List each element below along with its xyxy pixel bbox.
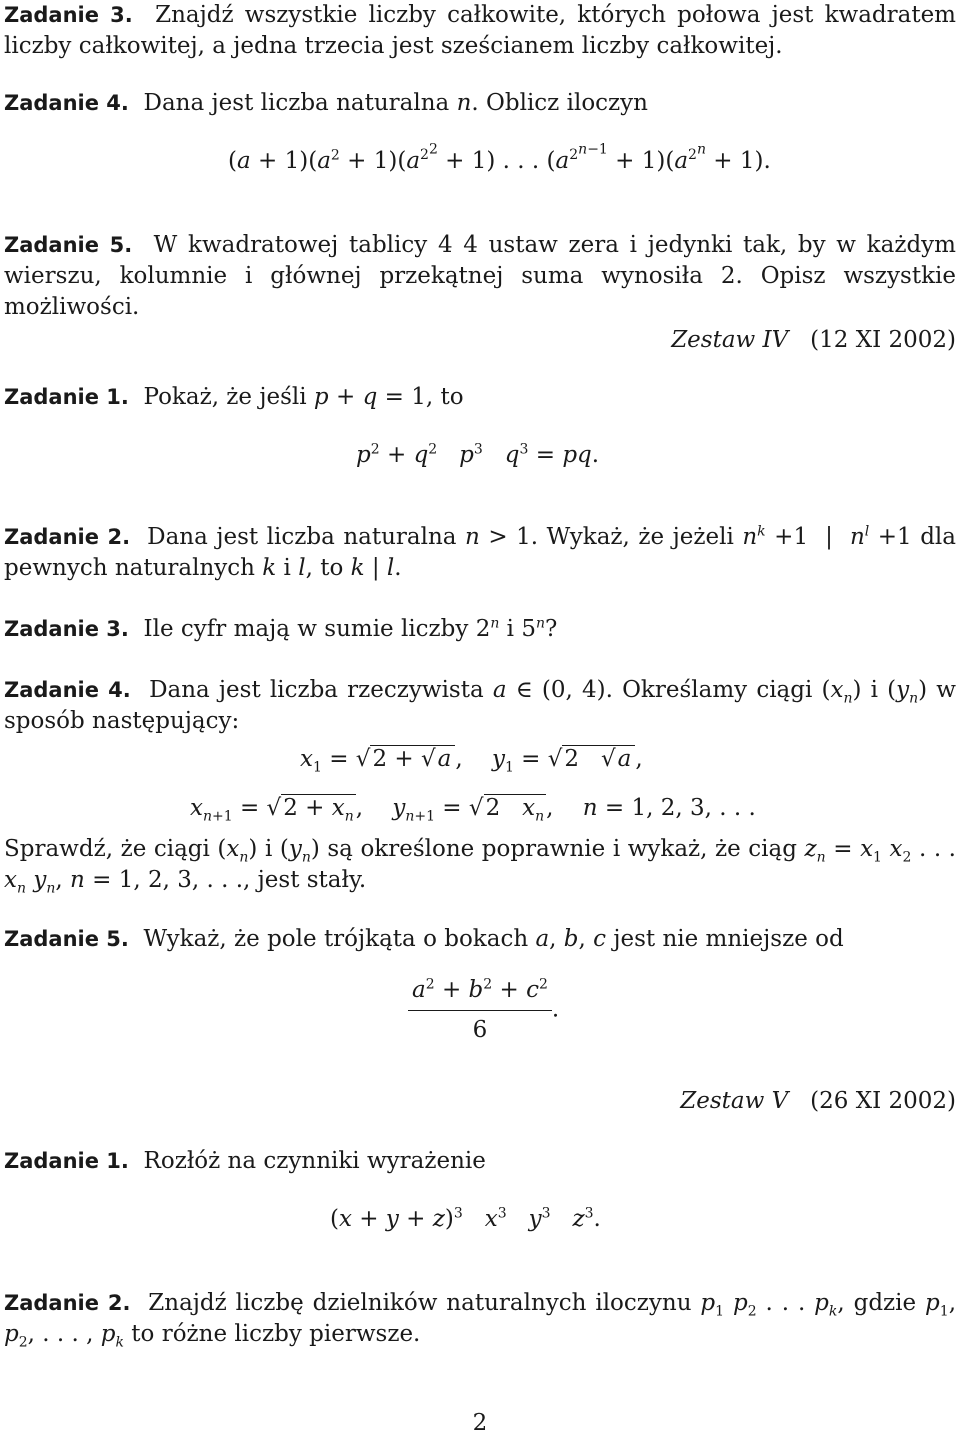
task-label: Zadanie 4. xyxy=(4,91,129,115)
formula-fraction: $\frac{a^2 + b^2 + c^2}{6}$ . xyxy=(408,975,559,1046)
task-label: Zadanie 1. xyxy=(4,385,129,409)
task-iv-4-cont xyxy=(4,834,956,896)
task-text: Pokaż, że jeśli p + q = 1, to xyxy=(143,384,464,410)
task-label: Zadanie 5. xyxy=(4,927,129,951)
task-iv-5 xyxy=(4,924,956,955)
formula-pq: $p^2 + q^2$ $p^3$ $q^3$ = pq. xyxy=(356,441,600,468)
task-iv-2 xyxy=(4,522,956,584)
task-text: Dana jest liczba rzeczywista a ∈ (0, 4). Określamy ciągi $(x_n)$ i $(y_n)$ w sposób następujący: xyxy=(4,677,956,734)
task-top-3 xyxy=(4,0,956,62)
set-date: (26 XI 2002) xyxy=(810,1088,956,1114)
task-top-4 xyxy=(4,88,956,119)
task-iv-1 xyxy=(4,382,956,413)
set-title: Zestaw V xyxy=(680,1088,789,1114)
task-v-1 xyxy=(4,1146,956,1177)
task-label: Zadanie 3. xyxy=(4,3,133,27)
task-iv-3 xyxy=(4,614,956,645)
formula-cubes: $(x + y + z)^3$ $x^3$ $y^3$ $z^3$. xyxy=(330,1205,601,1232)
task-iv-4 xyxy=(4,675,956,737)
task-v-2 xyxy=(4,1288,956,1350)
task-label: Zadanie 3. xyxy=(4,617,129,641)
formula-x1-y1: $x_1 = √2 + √a$ , $y_1 = √2$ √a , xyxy=(300,746,643,776)
task-label: Zadanie 1. xyxy=(4,1149,129,1173)
formula-product: $(a + 1)(a^2 + 1)(a^{2^2} + 1)$ . . . $(a^{2^{n-1}} + 1)(a^{2^n} + 1)$. xyxy=(228,141,771,174)
task-text: Znajdź liczbę dzielników naturalnych iloczynu $p_1$ $p_2$ . . . $p_k$, gdzie $p_1$, $p_2$, . . . , $p_k$ to różne liczby pierwsze. xyxy=(4,1290,956,1351)
task-text: Rozłóż na czynniki wyrażenie xyxy=(143,1148,486,1174)
task-text: Znajdź wszystkie liczby całkowite, których połowa jest kwadratem liczby całkowitej, a jedna trzecia jest sześcianem liczby całkowitej. xyxy=(4,2,956,59)
task-top-5 xyxy=(4,230,956,323)
task-label: Zadanie 5. xyxy=(4,233,133,257)
task-label: Zadanie 2. xyxy=(4,525,131,549)
task-text: Ile cyfr mają w sumie liczby 2$^n$ i 5$^n$? xyxy=(143,615,558,642)
task-label: Zadanie 2. xyxy=(4,1291,131,1315)
set-heading-v xyxy=(680,1086,956,1117)
task-text: Dana jest liczba naturalna n. Oblicz iloczyn xyxy=(143,90,648,116)
formula-recurrence: $x_{n+1} = √2 + x_n$, $y_{n+1} = √2$ $x_n$, n = 1, 2, 3, . . . xyxy=(190,795,756,825)
task-text: Sprawdź, że ciągi $(x_n)$ i $(y_n)$ są określone poprawnie i wykaż, że ciąg $z_n = x_1$ $x_2$ . . . $x_n$ $y_n$, n = 1, 2, 3, . . ., jest stały. xyxy=(4,836,956,897)
task-text: W kwadratowej tablicy 4 4 ustaw zera i jedynki tak, by w każdym wierszu, kolumnie i głównej przekątnej suma wynosiła 2. Opisz wszystkie możliwości. xyxy=(4,232,956,320)
page-number: 2 xyxy=(472,1410,488,1436)
set-date: (12 XI 2002) xyxy=(810,327,956,353)
task-text: Dana jest liczba naturalna n > 1. Wykaż, że jeżeli $n^k +1$ | $n^l +1$ dla pewnych naturalnych k i l, to k | l. xyxy=(4,523,956,581)
set-heading-iv xyxy=(671,325,956,356)
set-title: Zestaw IV xyxy=(671,327,789,353)
task-label: Zadanie 4. xyxy=(4,678,131,702)
task-text: Wykaż, że pole trójkąta o bokach a, b, c jest nie mniejsze od xyxy=(143,926,844,952)
